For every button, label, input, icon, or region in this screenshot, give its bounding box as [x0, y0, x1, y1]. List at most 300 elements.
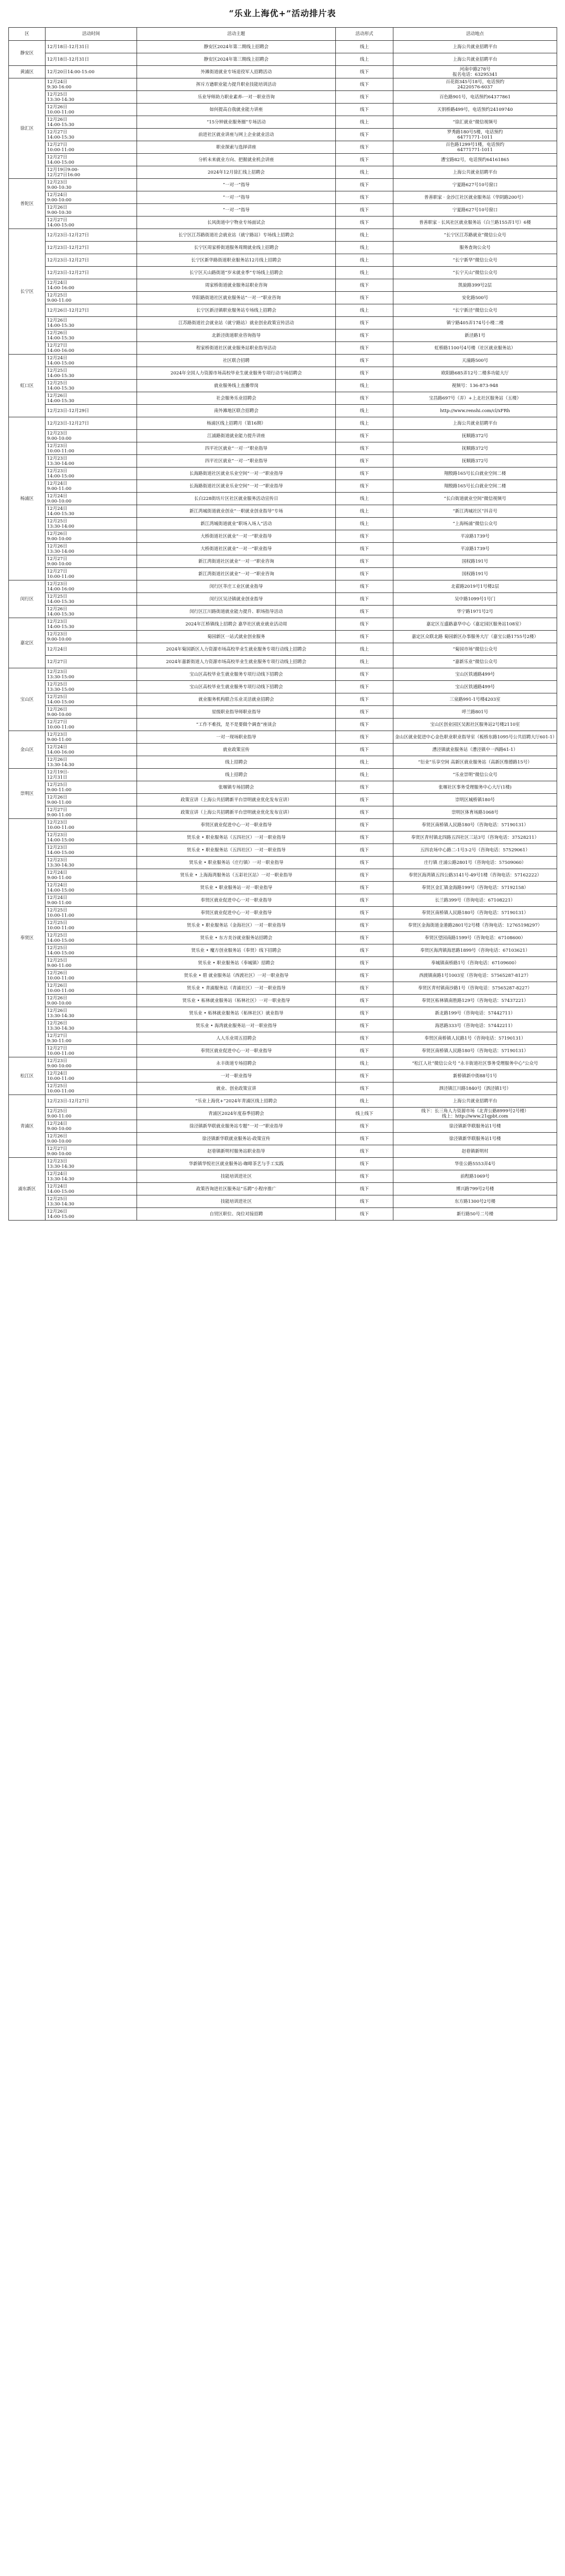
form-cell: 线下 — [336, 618, 393, 631]
time-cell: 12月23日 13:30-14:30 — [46, 857, 137, 869]
topic-cell: 贤乐业 • 柘林就业服务站（柘林社区）一对一职业指导 — [137, 995, 336, 1007]
table-row — [9, 1145, 557, 1158]
place-cell: 新行路50号二号楼 — [393, 1208, 557, 1221]
form-cell: 线下 — [336, 806, 393, 819]
form-cell: 线上 — [336, 1057, 393, 1070]
table-row — [9, 129, 557, 141]
table-row — [9, 430, 557, 442]
place-cell: 赵巷镇新明村 — [393, 1145, 557, 1158]
table-row — [9, 505, 557, 518]
table-row — [9, 1170, 557, 1183]
time-cell: 12月27日 9:00-10:00 — [46, 1145, 137, 1158]
topic-cell: 长风街道中宁物业专场面试会 — [137, 216, 336, 229]
header-time: 活动时间 — [46, 28, 137, 41]
form-cell: 线下 — [336, 932, 393, 944]
place-cell: 东方路1300号2号楼 — [393, 1195, 557, 1208]
table-row — [9, 417, 557, 430]
table-row — [9, 882, 557, 894]
time-cell: 12月24日 14:00-15:30 — [46, 505, 137, 518]
form-cell: 线下 — [336, 141, 393, 154]
place-cell: 虹桥路1100号4号楼（社区就业服务站） — [393, 342, 557, 355]
time-cell: 12月27日 14:00-15:00 — [46, 216, 137, 229]
topic-cell: 新江湾街道社区就业“一对一”职业咨询 — [137, 568, 336, 580]
time-cell: 12月26日 13:30-14:30 — [46, 1020, 137, 1032]
form-cell: 线下 — [336, 869, 393, 882]
table-row — [9, 442, 557, 455]
time-cell: 12月25日 13:30-14:00 — [46, 518, 137, 530]
place-cell: 北翟路2019号1号楼2层 — [393, 580, 557, 593]
district-cell: 金山区 — [9, 731, 46, 769]
time-cell: 12月24日 14:00-15:00 — [46, 882, 137, 894]
time-cell: 12月23日-12月27日 — [46, 229, 137, 242]
table-row — [9, 229, 557, 242]
topic-cell: 大桥街道社区就业“一对一”职业指导 — [137, 543, 336, 555]
table-row — [9, 141, 557, 154]
place-cell: 上海公共就业招聘平台 — [393, 53, 557, 66]
table-row — [9, 179, 557, 191]
topic-cell: 线上招聘会 — [137, 769, 336, 781]
table-row — [9, 279, 557, 292]
time-cell: 12月24日 9:00-10:00 — [46, 1120, 137, 1133]
form-cell: 线下 — [336, 1120, 393, 1133]
topic-cell: 长宁区天山路街道“岁末就业季”专场线上招聘会 — [137, 267, 336, 279]
form-cell: 线下 — [336, 894, 393, 907]
form-cell: 线上 — [336, 417, 393, 430]
table-row — [9, 518, 557, 530]
header-topic: 活动主题 — [137, 28, 336, 41]
form-cell: 线上 — [336, 53, 393, 66]
topic-cell: 贤乐业 • 职业服务站（金海社区）一对一职业指导 — [137, 919, 336, 932]
form-cell: 线下 — [336, 179, 393, 191]
form-cell: 线上 — [336, 769, 393, 781]
schedule-table — [8, 27, 557, 1221]
header-form: 活动形式 — [336, 28, 393, 41]
place-cell: 罗秀路180号5楼，电话预约 64771771-1011 — [393, 129, 557, 141]
form-cell: 线下 — [336, 1045, 393, 1057]
time-cell: 12月26日 9:00-10:00 — [46, 706, 137, 719]
district-cell: 浦东新区 — [9, 1158, 46, 1221]
district-cell: 闵行区 — [9, 580, 46, 618]
time-cell: 12月24日 9:00-11:00 — [46, 894, 137, 907]
time-cell: 12月24日 14:00-16:00 — [46, 744, 137, 756]
time-cell: 12月25日 9:00-11:00 — [46, 781, 137, 794]
topic-cell: 长宁区江苏路街道社会就业站（就宁路站）专场线上招聘会 — [137, 229, 336, 242]
time-cell: 12月23日-12月27日 — [46, 417, 137, 430]
district-cell: 奉贤区 — [9, 819, 46, 1057]
table-row — [9, 543, 557, 555]
form-cell: 线下 — [336, 668, 393, 681]
form-cell: 线下 — [336, 1070, 393, 1082]
time-cell: 12月26日 9:00-10:00 — [46, 1133, 137, 1145]
table-row — [9, 91, 557, 104]
table-row — [9, 744, 557, 756]
table-row — [9, 894, 557, 907]
topic-cell: 奉贤区就业促进中心一对一职业指导 — [137, 1045, 336, 1057]
place-cell: 五四农场中心路二-1号3-2号（咨询电话：57529061） — [393, 844, 557, 857]
time-cell: 12月23日 14:00-15:00 — [46, 844, 137, 857]
form-cell: 线上 — [336, 166, 393, 179]
time-cell: 12月25日 14:00-15:30 — [46, 380, 137, 392]
topic-cell: 技能培训进社区 — [137, 1195, 336, 1208]
form-cell: 线上 — [336, 656, 393, 668]
time-cell: 12月23日 9:00-10:00 — [46, 631, 137, 643]
form-cell: 线下 — [336, 706, 393, 719]
table-row — [9, 756, 557, 769]
form-cell: 线下 — [336, 1195, 393, 1208]
time-cell: 12月26日 10:00-11:00 — [46, 982, 137, 995]
time-cell: 12月25日 14:00-15:30 — [46, 593, 137, 606]
table-row — [9, 380, 557, 392]
time-cell: 12月26日 14:00-15:30 — [46, 392, 137, 405]
table-row — [9, 41, 557, 53]
table-row — [9, 593, 557, 606]
form-cell: 线下 — [336, 191, 393, 204]
form-cell: 线下 — [336, 66, 393, 78]
table-row — [9, 1183, 557, 1195]
form-cell: 线下 — [336, 1020, 393, 1032]
time-cell: 12月25日 10:00-11:00 — [46, 907, 137, 919]
form-cell: 线下 — [336, 995, 393, 1007]
topic-cell: 2024年12月徐汇线上招聘会 — [137, 166, 336, 179]
place-cell: 翔殷路165号长白就业空间二楼 — [393, 468, 557, 480]
form-cell: 线上 — [336, 505, 393, 518]
form-cell: 线下 — [336, 857, 393, 869]
topic-cell: 贤乐业 • 青浦服务站（青浦社区）一对一职业指导 — [137, 982, 336, 995]
time-cell: 12月26日 14:00-15:30 — [46, 317, 137, 329]
topic-cell: 就业服务线上直播带岗 — [137, 380, 336, 392]
time-cell: 12月24日 14:00-15:00 — [46, 1183, 137, 1195]
table-row — [9, 1195, 557, 1208]
table-row — [9, 1082, 557, 1095]
topic-cell: 江苏路街道社会就业站（就宁路站）就业创业政策宣传活动 — [137, 317, 336, 329]
district-cell: 嘉定区 — [9, 618, 46, 668]
time-cell: 12月24日 9:00-10:00 — [46, 191, 137, 204]
time-cell: 12月23日-12月29日 — [46, 405, 137, 417]
topic-cell: “乐业上海优+”2024年青浦区线上招聘会 — [137, 1095, 336, 1108]
place-cell: 嘉定区互盛路嘉华中心（嘉定园区服务站108室） — [393, 618, 557, 631]
form-cell: 线下 — [336, 1082, 393, 1095]
form-cell: 线下 — [336, 329, 393, 342]
place-cell: 天钥桥路499号，电话预约24109740 — [393, 104, 557, 116]
place-cell: 宁夏路627号10号窗口 — [393, 204, 557, 216]
time-cell: 12月25日 9:00-11:00 — [46, 1108, 137, 1120]
form-cell: 线下 — [336, 580, 393, 593]
topic-cell: 政策宣讲（上海公共招聘新平台崇明就业优化发布宣讲） — [137, 806, 336, 819]
place-cell: 华佳公路5553弄4号 — [393, 1158, 557, 1170]
form-cell: 线上线下 — [336, 1108, 393, 1120]
topic-cell: 长宁区新华路街道职业服务站12月线上招聘会 — [137, 254, 336, 267]
place-cell: “徐汇就业”微信视频号 — [393, 116, 557, 129]
place-cell: 长兰路399号（咨询电话：67108221） — [393, 894, 557, 907]
topic-cell: 就业、创业政策宣讲 — [137, 1082, 336, 1095]
topic-cell: 菊园新区一站式就业创业服务 — [137, 631, 336, 643]
table-row — [9, 166, 557, 179]
time-cell: 12月26日-12月27日 — [46, 304, 137, 317]
place-cell: 奉贤区柘林镇南胜路129号（咨询电话：57437221） — [393, 995, 557, 1007]
form-cell: 线上 — [336, 242, 393, 254]
form-cell: 线下 — [336, 819, 393, 831]
form-cell: 线上 — [336, 229, 393, 242]
topic-cell: 贤乐业 • 柘林就业服务站（柘林社区）就业指导 — [137, 1007, 336, 1020]
time-cell: 12月23日 14:00-15:00 — [46, 831, 137, 844]
topic-cell: 贤乐业 • 海湾就业服务站一对一职业指导 — [137, 1020, 336, 1032]
table-row — [9, 1032, 557, 1045]
place-cell: 凯旋路399号2层 — [393, 279, 557, 292]
table-row — [9, 606, 557, 618]
time-cell: 12月24日 — [46, 643, 137, 656]
place-cell: 崇明区城桥镇180号 — [393, 794, 557, 806]
topic-cell: 贤乐业 • 职业服务站一对一职业指导 — [137, 882, 336, 894]
table-body — [9, 41, 557, 1221]
table-row — [9, 957, 557, 970]
time-cell: 12月23日-12月27日 — [46, 267, 137, 279]
time-cell: 12月20日14:00-15:00 — [46, 66, 137, 78]
place-cell: 漕泾镇就业服务站（漕泾镇中一西路61-1） — [393, 744, 557, 756]
topic-cell: 社会服务乐业招聘会 — [137, 392, 336, 405]
form-cell: 线上 — [336, 380, 393, 392]
table-row — [9, 869, 557, 882]
form-cell: 线下 — [336, 944, 393, 957]
place-cell: 抚顺路372号 — [393, 455, 557, 468]
form-cell: 线下 — [336, 543, 393, 555]
time-cell: 12月27日 10:00-11:00 — [46, 141, 137, 154]
topic-cell: 就业政策宣传 — [137, 744, 336, 756]
time-cell: 12月26日 14:00-15:30 — [46, 329, 137, 342]
topic-cell: 如何提高自我就业能力讲座 — [137, 104, 336, 116]
form-cell: 线下 — [336, 1158, 393, 1170]
table-row — [9, 1045, 557, 1057]
time-cell: 12月25日 9:00-11:00 — [46, 292, 137, 304]
topic-cell: 人人乐业周五招聘会 — [137, 1032, 336, 1045]
table-row — [9, 618, 557, 631]
topic-cell: 奉贤区就业促进中心一对一职业指导 — [137, 907, 336, 919]
form-cell: 线下 — [336, 292, 393, 304]
table-row — [9, 242, 557, 254]
table-row — [9, 1158, 557, 1170]
topic-cell: 华新镇华悦社区就业服务站-咖啡茶艺与手工实践 — [137, 1158, 336, 1170]
topic-cell: 贤乐业 • 碧 就业服务站（西渡社区）一对一职业指导 — [137, 970, 336, 982]
district-cell: 青浦区 — [9, 1095, 46, 1158]
district-cell: 徐汇区 — [9, 78, 46, 179]
topic-cell: 一对一职业指导 — [137, 1070, 336, 1082]
table-row — [9, 806, 557, 819]
header-place: 活动地点 — [393, 28, 557, 41]
time-cell: 12月26日 14:00-15:30 — [46, 606, 137, 618]
topic-cell: 闵行区吴泾镇就业创业指导 — [137, 593, 336, 606]
topic-cell: 杨浦区线上招聘月（第16期） — [137, 417, 336, 430]
place-cell: 镇宁路405弄174号小楼二楼 — [393, 317, 557, 329]
table-row — [9, 367, 557, 380]
district-cell: 普陀区 — [9, 179, 46, 229]
table-row — [9, 154, 557, 166]
form-cell: 线上 — [336, 304, 393, 317]
time-cell: 12月25日 13:30-14:30 — [46, 1195, 137, 1208]
topic-cell: 挥斥方遒职业能力提升职业技能培训活动 — [137, 78, 336, 91]
place-cell: “上海杨浦”微信公众号 — [393, 518, 557, 530]
place-cell: 上海公共就业招聘平台 — [393, 417, 557, 430]
place-cell: 泗泾镇江川路1840号（泗泾镇1号） — [393, 1082, 557, 1095]
form-cell: 线下 — [336, 631, 393, 643]
time-cell: 12月24日 9:00-11:00 — [46, 869, 137, 882]
table-row — [9, 719, 557, 731]
district-cell: 宝山区 — [9, 668, 46, 731]
form-cell: 线下 — [336, 392, 393, 405]
topic-cell: 张堰镇专场招聘会 — [137, 781, 336, 794]
place-cell: 崇明区体育场路1068号 — [393, 806, 557, 819]
table-row — [9, 342, 557, 355]
time-cell: 12月23日 10:00-11:00 — [46, 442, 137, 455]
topic-cell: 社区联合招聘 — [137, 355, 336, 367]
topic-cell: 闵行区莘庄工业区就业指导 — [137, 580, 336, 593]
time-cell: 12月23日 13:30-15:00 — [46, 668, 137, 681]
topic-cell: “工作不难找，是不是要做个调查”座谈会 — [137, 719, 336, 731]
district-cell: 杨浦区 — [9, 417, 46, 580]
place-cell: 河南中路278号 报名电话：63295341 — [393, 66, 557, 78]
form-cell: 线下 — [336, 1208, 393, 1221]
place-cell: 奉贤区金海街道金港路2801号2号楼（咨询电话：12765198297） — [393, 919, 557, 932]
topic-cell: 长白228街坊片区社区就业服务活动宣传日 — [137, 493, 336, 505]
topic-cell: 2024年江桥镇线上招聘会 嘉华社区就业就业活动周 — [137, 618, 336, 631]
topic-cell: 政策宣讲（上海公共招聘新平台崇明就业优化发布宣讲） — [137, 794, 336, 806]
form-cell: 线下 — [336, 317, 393, 329]
form-cell: 线下 — [336, 568, 393, 580]
place-cell: 宝山区创业园区吴淞社区服务站2号楼2110室 — [393, 719, 557, 731]
form-cell: 线下 — [336, 1133, 393, 1145]
place-cell: “菊园市场”微信公众号 — [393, 643, 557, 656]
topic-cell: 青浦区2024年度春季招聘会 — [137, 1108, 336, 1120]
table-row — [9, 405, 557, 417]
table-row — [9, 555, 557, 568]
topic-cell: 闵行区江川路街道就业能力提升、职场指导活动 — [137, 606, 336, 618]
form-cell: 线上 — [336, 1095, 393, 1108]
place-cell: “长白街道就业空间”微信视频号 — [393, 493, 557, 505]
place-cell: 奉贤区南桥镇人民路180号（咨询电话：57190131） — [393, 819, 557, 831]
table-row — [9, 857, 557, 869]
form-cell: 线下 — [336, 1007, 393, 1020]
place-cell: 宝山区铁通路499号 — [393, 668, 557, 681]
table-row — [9, 568, 557, 580]
table-row — [9, 1057, 557, 1070]
topic-cell: 职业探索与选择讲座 — [137, 141, 336, 154]
table-row — [9, 267, 557, 279]
topic-cell: 赵巷镇新明村服务站职业指导 — [137, 1145, 336, 1158]
table-row — [9, 66, 557, 78]
place-cell: 普善职家 · 长风社区就业服务站（白兰路155弄1号）6楼 — [393, 216, 557, 229]
topic-cell: 长宁区新泾镇职业服务站专场线上招聘会 — [137, 304, 336, 317]
form-cell: 线下 — [336, 794, 393, 806]
table-row — [9, 631, 557, 643]
form-cell: 线下 — [336, 593, 393, 606]
place-cell: 奉贤区南桥镇人民路1号（咨询电话：57190131） — [393, 1032, 557, 1045]
place-cell: 西渡镇南路1号1003室（咨询电话：57565287-8127） — [393, 970, 557, 982]
place-cell: 金山区就业促进中心金色职业职业指导室（板桥东路1095号公共招聘大厅601-1） — [393, 731, 557, 744]
topic-cell: 就业服务机构联合乐业灵活就业招聘会 — [137, 693, 336, 706]
place-cell: 百色路901号，电话预约64377861 — [393, 91, 557, 104]
place-cell: http://www.renshi.com/cl/xFRh — [393, 405, 557, 417]
place-cell: 宝山区铁通路499号 — [393, 681, 557, 693]
table-row — [9, 468, 557, 480]
place-cell: 奉城镇南桥路1号（咨询电话：67109600） — [393, 957, 557, 970]
form-cell: 线下 — [336, 1183, 393, 1195]
topic-cell: 新江湾城街道就业创业“一职就业创业指导”专场 — [137, 505, 336, 518]
topic-cell: 线上招聘会 — [137, 756, 336, 769]
time-cell: 12月26日 9:00-11:00 — [46, 794, 137, 806]
form-cell: 线下 — [336, 468, 393, 480]
table-row — [9, 53, 557, 66]
time-cell: 12月23日-12月27日 — [46, 254, 137, 267]
topic-cell: 南外滩地区联合招聘会 — [137, 405, 336, 417]
form-cell: 线下 — [336, 342, 393, 355]
form-cell: 线下 — [336, 882, 393, 894]
time-cell: 12月18日-12月31日 — [46, 53, 137, 66]
topic-cell: 贤乐业 • 东方美谷就业服务站招聘会 — [137, 932, 336, 944]
header-district: 区 — [9, 28, 46, 41]
form-cell: 线下 — [336, 367, 393, 380]
topic-cell: 静安区2024年第二期线上招聘会 — [137, 41, 336, 53]
time-cell: 12月27日 9:00-11:00 — [46, 806, 137, 819]
time-cell: 12月24日 9:00-10:00 — [46, 493, 137, 505]
topic-cell: 四平社区就业“一对一”职业指导 — [137, 455, 336, 468]
table-row — [9, 819, 557, 831]
time-cell: 12月27日 14:00-16:00 — [46, 342, 137, 355]
table-row — [9, 216, 557, 229]
time-cell: 12月26日 10:00-11:00 — [46, 104, 137, 116]
form-cell: 线下 — [336, 154, 393, 166]
table-row — [9, 1095, 557, 1108]
place-cell: 奉贤区海湾镇五四公路3141号-49号1楼（咨询电话：57162222） — [393, 869, 557, 882]
form-cell: 线下 — [336, 104, 393, 116]
topic-cell: 星级职业指导师职业指导 — [137, 706, 336, 719]
topic-cell: 贤乐业 • 职业服务站（奉城镇）招聘会 — [137, 957, 336, 970]
form-cell: 线下 — [336, 91, 393, 104]
place-cell: “长宁新泾”微信公众号 — [393, 304, 557, 317]
table-row — [9, 493, 557, 505]
place-cell: 海思路333号（咨询电话：57442211） — [393, 1020, 557, 1032]
form-cell: 线下 — [336, 455, 393, 468]
time-cell: 12月25日 9:00-11:00 — [46, 957, 137, 970]
form-cell: 线上 — [336, 518, 393, 530]
table-row — [9, 681, 557, 693]
form-cell: 线下 — [336, 907, 393, 919]
place-cell: 百花街345号18号，电话预约 24220576-6037 — [393, 78, 557, 91]
form-cell: 线下 — [336, 844, 393, 857]
time-cell: 12月26日 9:00-10:00 — [46, 995, 137, 1007]
place-cell: 嘉定区众联北路 菊园新区办事服务大厅（嘉宝公路1755号2楼） — [393, 631, 557, 643]
place-cell: 平凉路1739号 — [393, 543, 557, 555]
time-cell: 12月26日 10:00-11:00 — [46, 970, 137, 982]
table-row — [9, 78, 557, 91]
place-cell: “长宁区江苏路就业”微信公众号 — [393, 229, 557, 242]
table-row — [9, 104, 557, 116]
form-cell: 线下 — [336, 1170, 393, 1183]
place-cell: 漕宝路82号，电话预约64161865 — [393, 154, 557, 166]
time-cell: 12月25日 14:00-15:00 — [46, 944, 137, 957]
place-cell: “长宁新华”微信公众号 — [393, 254, 557, 267]
form-cell: 线下 — [336, 78, 393, 91]
topic-cell: 周家桥街道就业服务站职业咨询 — [137, 279, 336, 292]
time-cell: 12月27日 14:00-15:30 — [46, 129, 137, 141]
place-cell: 上海公共就业招聘平台 — [393, 41, 557, 53]
topic-cell: 大桥街道社区就业“一对一”职业指导 — [137, 530, 336, 543]
place-cell: 上海公共就业招聘平台 — [393, 166, 557, 179]
place-cell: 奉贤区南桥镇人民路180号（咨询电话：57190131） — [393, 1045, 557, 1057]
place-cell: 庄行镇 庄浦公路2801号（咨询电话：57509060） — [393, 857, 557, 869]
time-cell: 12月23日-12月27日 — [46, 242, 137, 254]
district-cell: 崇明区 — [9, 769, 46, 819]
time-cell: 12月27日 14:00-15:00 — [46, 154, 137, 166]
table-row — [9, 919, 557, 932]
place-cell: 抚顺路372号 — [393, 442, 557, 455]
